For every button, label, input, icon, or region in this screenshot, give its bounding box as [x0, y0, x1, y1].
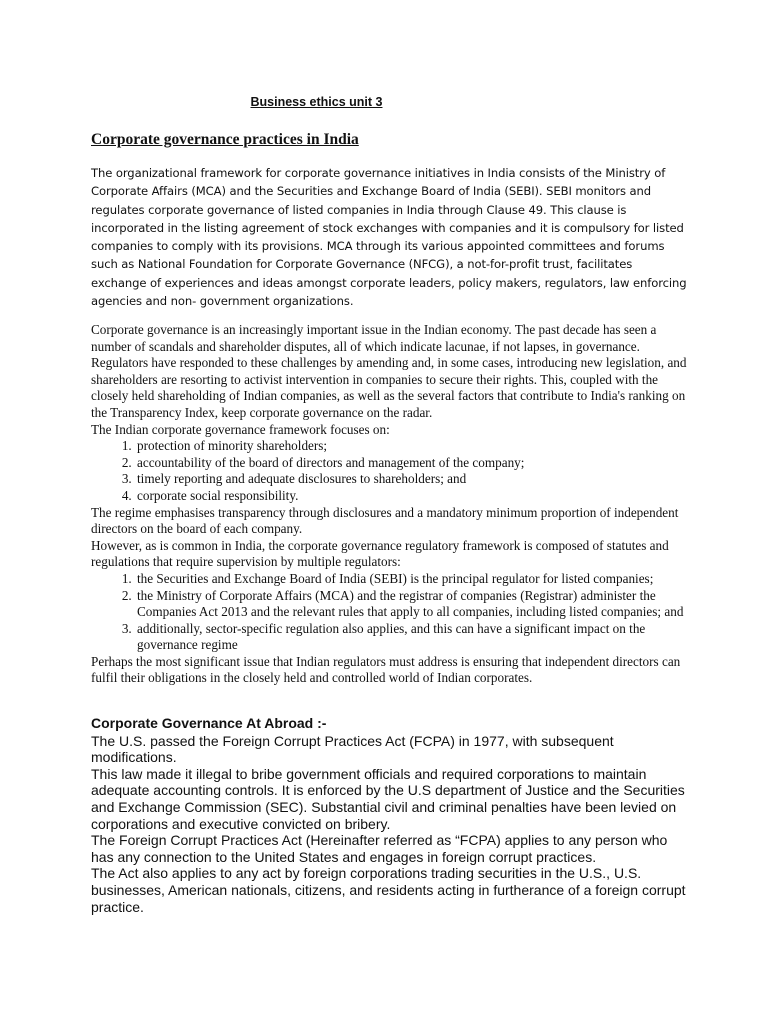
section-title-india: Corporate governance practices in India: [91, 131, 359, 148]
list-item: 1. protection of minority shareholders;: [135, 438, 691, 455]
section-title-abroad: Corporate Governance At Abroad :-: [91, 715, 327, 731]
list-item: 3. timely reporting and adequate disclosures to shareholders; and: [135, 471, 691, 488]
paragraph-fcpa-applies: The Foreign Corrupt Practices Act (Hereinafter referred as “FCPA) applies to any person who has any connection to the United States and engages in foreign corrupt practices.: [91, 832, 668, 865]
list-item: 1. the Securities and Exchange Board of India (SEBI) is the principal regulator for listed companies;: [135, 571, 691, 588]
india-governance-body: [91, 322, 691, 687]
list-item: 2. accountability of the board of directors and management of the company;: [135, 455, 691, 472]
paragraph-importance: Corporate governance is an increasingly important issue in the Indian economy. The past decade has seen a number of scandals and shareholder disputes, all of which indicate lacunae, if not lapses, in governance. Regulators have responded to these challenges by amending and, in some cases, introducing new legislation, and shareholders are resorting to activist intervention in companies to secure their rights. This, coupled with the closely held shareholding of Indian companies, as well as the several factors that contribute to India's ranking on the Transparency Index, keep corporate governance on the radar.: [91, 322, 687, 420]
abroad-section: [91, 715, 691, 915]
paragraph-perhaps: Perhaps the most significant issue that Indian regulators must address is ensuring that independent directors can fulfil their obligations in the closely held and controlled world of Indian corporates.: [91, 653, 681, 686]
list-item: 2. the Ministry of Corporate Affairs (MCA) and the registrar of companies (Registrar) administer the Companies Act 2013 and the relevant rules that apply to all companies, including listed companies; and: [135, 588, 691, 621]
list-item: 4. corporate social responsibility.: [135, 488, 691, 505]
paragraph-fcpa-passed: The U.S. passed the Foreign Corrupt Practices Act (FCPA) in 1977, with subsequent modifications.: [91, 732, 614, 766]
unit-title: Business ethics unit 3: [250, 95, 383, 109]
paragraph-focus-intro: The Indian corporate governance framework focuses on:: [91, 421, 390, 437]
paragraph-fcpa-law: This law made it illegal to bribe government officials and required corporations to maintain adequate accounting controls. It is enforced by the U.S department of Justice and the Securities and Exchange Commission (SEC). Substantial civil and criminal penalties have been levied on corporations and executive convicted on bribery.: [91, 765, 685, 832]
paragraph-fcpa-foreign: The Act also applies to any act by foreign corporations trading securities in the U.S., U.S. businesses, American nationals, citizens, and residents acting in furtherance of a foreign corrupt practice.: [91, 865, 686, 915]
intro-paragraph: The organizational framework for corporate governance initiatives in India consists of the Ministry of Corporate Affairs (MCA) and the Securities and Exchange Board of India (SEBI). SEBI monitors and regulates corporate governance of listed companies in India through Clause 49. This clause is incorporated in the listing agreement of stock exchanges with companies and it is compulsory for listed companies to comply with its provisions. MCA through its various appointed committees and forums such as National Foundation for Corporate Governance (NFCG), a not-for-profit trust, facilitates exchange of experiences and ideas amongst corporate leaders, policy makers, regulators, law enforcing agencies and non- government organizations.: [91, 166, 687, 309]
regulator-list: [91, 571, 691, 654]
paragraph-however: However, as is common in India, the corporate governance regulatory framework is composed of statutes and regulations that require supervision by multiple regulators:: [91, 537, 669, 570]
focus-list: [91, 438, 691, 504]
list-item: 3. additionally, sector-specific regulation also applies, and this can have a significant impact on the governance regime: [135, 621, 691, 654]
paragraph-regime: The regime emphasises transparency through disclosures and a mandatory minimum proportion of independent directors on the board of each company.: [91, 504, 679, 537]
